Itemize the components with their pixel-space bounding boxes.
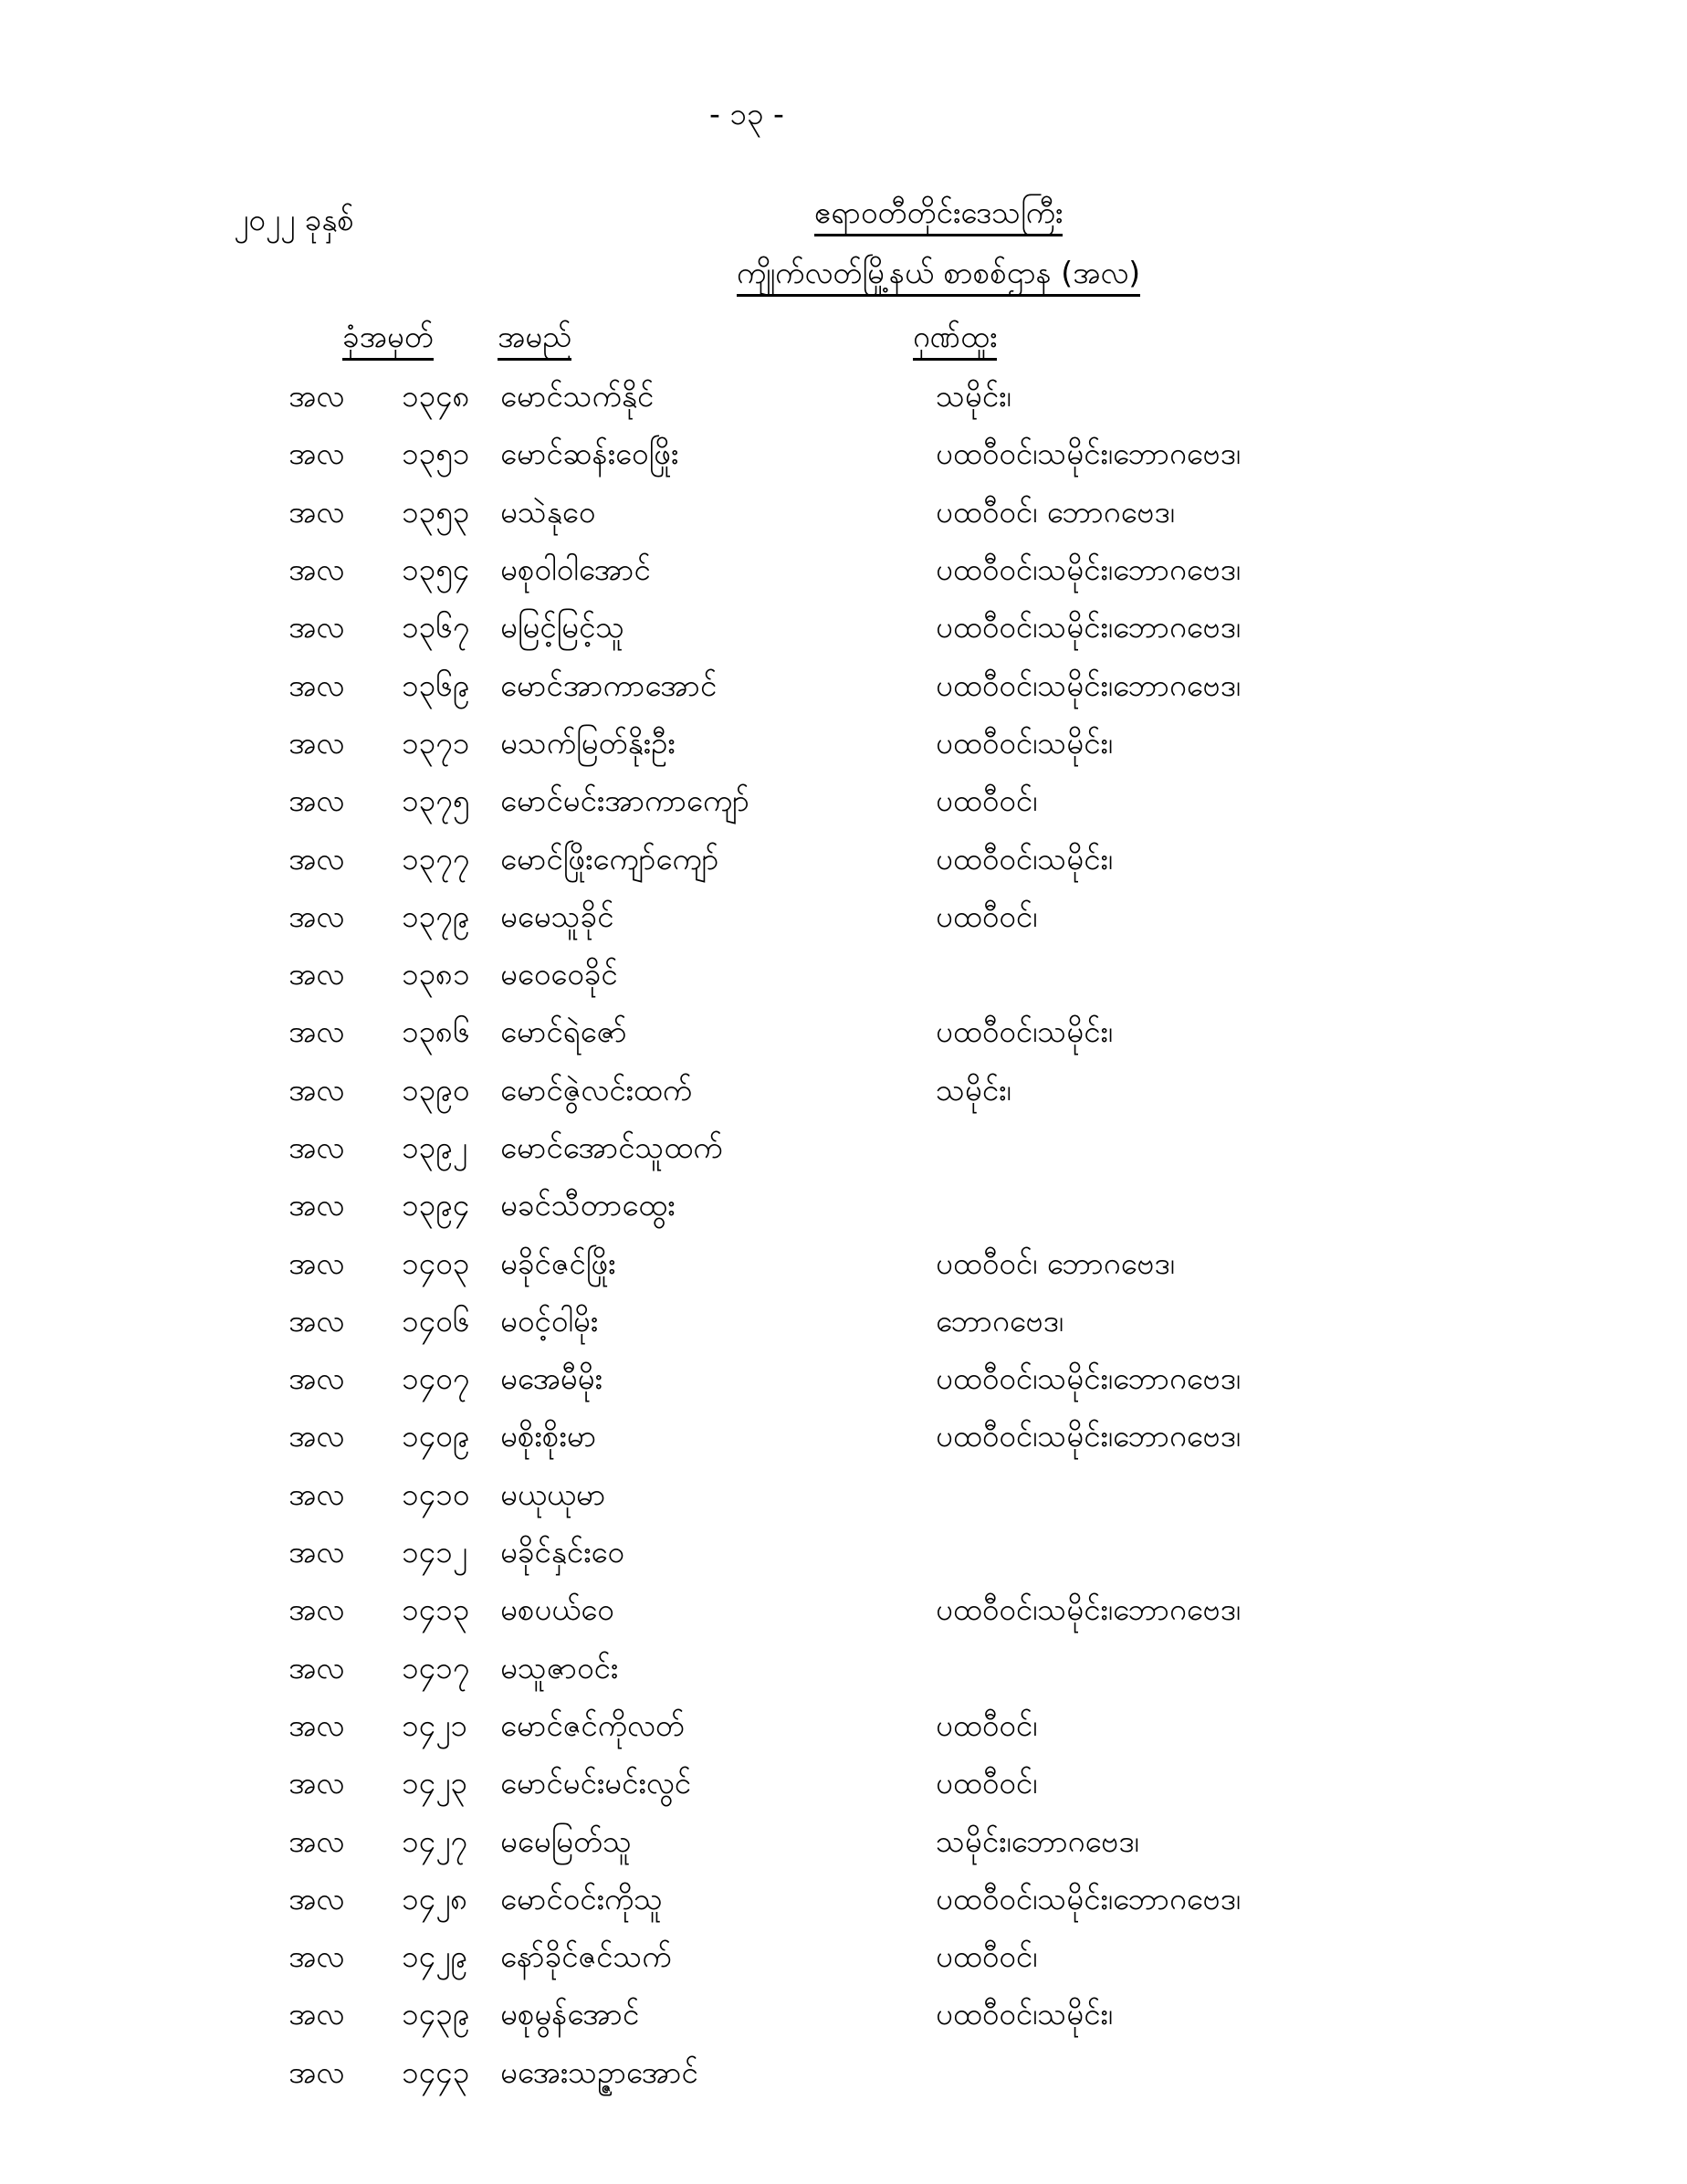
cell-honors: ပထဝီဝင်၊သမိုင်း၊ဘောဂဗေဒ၊	[936, 551, 1241, 588]
table-row	[288, 1758, 1687, 1815]
cell-honors: ပထဝီဝင်၊ ဘောဂဗေဒ၊	[936, 1244, 1175, 1281]
table-column-headers	[0, 318, 1687, 363]
column-header-roll-number: ခုံအမှတ်	[342, 318, 434, 361]
cell-honors: ပထဝီဝင်၊သမိုင်း၊ဘောဂဗေဒ၊	[936, 436, 1241, 472]
cell-series-code: အလ	[288, 609, 345, 646]
cell-series-code: အလ	[288, 1822, 345, 1859]
cell-roll-number: ၁၃၆၉	[402, 667, 470, 703]
cell-student-name: မောင်ဆန်းဝေဖြိုး	[500, 436, 679, 472]
cell-honors: ပထဝီဝင်၊	[936, 782, 1038, 819]
table-row	[288, 487, 1687, 544]
cell-roll-number: ၁၃၇၇	[402, 840, 470, 877]
cell-series-code: အလ	[288, 1765, 345, 1801]
cell-series-code: အလ	[288, 1938, 345, 1975]
region-title: ဧရာဝတီတိုင်းဒေသကြီး	[814, 194, 1064, 236]
cell-series-code: အလ	[288, 1013, 345, 1050]
table-row	[288, 428, 1687, 486]
cell-honors: ပထဝီဝင်၊သမိုင်း၊ဘောဂဗေဒ၊	[936, 609, 1241, 646]
cell-student-name: မောင်မင်းမင်းလွင်	[500, 1765, 691, 1801]
cell-honors: ပထဝီဝင်၊	[936, 1706, 1038, 1743]
cell-roll-number: ၁၃၇၁	[402, 724, 470, 761]
cell-roll-number: ၁၃၅၁	[402, 436, 470, 472]
table-row	[288, 1931, 1687, 1989]
cell-honors: သမိုင်း၊	[936, 1071, 1011, 1108]
table-row	[288, 1065, 1687, 1122]
cell-honors: ပထဝီဝင်၊သမိုင်း၊ဘောဂဗေဒ၊	[936, 1591, 1241, 1628]
cell-roll-number: ၁၄၀၆	[402, 1302, 470, 1339]
cell-roll-number: ၁၃၈၆	[402, 1013, 470, 1050]
cell-roll-number: ၁၄၂၇	[402, 1822, 467, 1859]
table-row	[288, 1469, 1687, 1527]
cell-series-code: အလ	[288, 1706, 345, 1743]
cell-series-code: အလ	[288, 840, 345, 877]
cell-roll-number: ၁၃၇၅	[402, 782, 470, 819]
cell-roll-number: ၁၄၂၈	[402, 1880, 468, 1916]
cell-student-name: မောင်မင်းအာကာကျော်	[500, 782, 749, 819]
cell-roll-number: ၁၃၅၄	[402, 551, 470, 588]
cell-honors: ပထဝီဝင်၊သမိုင်း၊	[936, 1996, 1113, 2032]
cell-honors: သမိုင်း၊	[936, 378, 1011, 415]
cell-series-code: အလ	[288, 1534, 345, 1570]
cell-roll-number: ၁၄၂၉	[402, 1938, 467, 1975]
table-row	[288, 1584, 1687, 1642]
cell-student-name: မောင်ဇွဲလင်းထက်	[500, 1071, 693, 1108]
table-row	[288, 1815, 1687, 1873]
cell-series-code: အလ	[288, 667, 345, 703]
cell-roll-number: ၁၃၉၄	[402, 1187, 470, 1223]
document-year: ၂၀၂၂ ခုနှစ်	[234, 202, 354, 237]
column-header-honors: ဂုဏ်ထူး	[913, 318, 997, 361]
cell-honors: ဘောဂဗေဒ၊	[936, 1302, 1064, 1339]
cell-student-name: မောင်ရဲဇော်	[500, 1013, 627, 1050]
cell-series-code: အလ	[288, 1187, 345, 1223]
cell-roll-number: ၁၄၁၇	[402, 1649, 470, 1685]
cell-honors: ပထဝီဝင်၊	[936, 898, 1038, 934]
cell-roll-number: ၁၃၅၃	[402, 493, 470, 530]
cell-roll-number: ၁၃၄၈	[402, 378, 470, 415]
cell-series-code: အလ	[288, 1129, 345, 1165]
column-header-name: အမည်	[498, 318, 571, 361]
cell-student-name: မောင်သက်နိုင်	[500, 378, 655, 415]
table-row	[288, 1006, 1687, 1064]
exam-center-title: ကျိုက်လတ်မြို့နယ် စာစစ်ဌာန (အလ)	[737, 254, 1140, 297]
cell-student-name: မောင်ဖြိုးကျော်ကျော်	[500, 840, 719, 877]
cell-student-name: မောင်အောင်သူထက်	[500, 1129, 723, 1165]
cell-student-name: မသက်မြတ်နိုးဦး	[500, 724, 676, 761]
cell-honors: ပထဝီဝင်၊ ဘောဂဗေဒ၊	[936, 493, 1175, 530]
cell-series-code: အလ	[288, 493, 345, 530]
cell-honors: ပထဝီဝင်၊သမိုင်း၊	[936, 840, 1113, 877]
cell-student-name: မဝေဝေခိုင်	[500, 956, 618, 992]
cell-student-name: မောင်ဇင်ကိုလတ်	[500, 1706, 685, 1743]
cell-series-code: အလ	[288, 1649, 345, 1685]
table-row	[288, 2047, 1687, 2105]
table-row	[288, 1643, 1687, 1700]
cell-series-code: အလ	[288, 1475, 345, 1512]
cell-student-name: မမေသူခိုင်	[500, 898, 614, 934]
cell-roll-number: ၁၄၂၁	[402, 1706, 467, 1743]
cell-series-code: အလ	[288, 1591, 345, 1628]
cell-honors: ပထဝီဝင်၊	[936, 1938, 1038, 1975]
table-row	[288, 544, 1687, 602]
cell-student-name: မခိုင်နှင်းဝေ	[500, 1534, 624, 1570]
cell-honors: ပထဝီဝင်၊သမိုင်း၊ဘောဂဗေဒ၊	[936, 667, 1241, 703]
cell-student-name: မယုယုမာ	[500, 1475, 606, 1512]
cell-roll-number: ၁၄၃၉	[402, 1996, 470, 2032]
cell-roll-number: ၁၃၉၂	[402, 1129, 467, 1165]
cell-roll-number: ၁၄၄၃	[402, 2053, 470, 2090]
cell-roll-number: ၁၄၁၃	[402, 1591, 470, 1628]
table-row	[288, 659, 1687, 717]
cell-series-code: အလ	[288, 551, 345, 588]
cell-series-code: အလ	[288, 956, 345, 992]
cell-honors: ပထဝီဝင်၊သမိုင်း၊	[936, 1013, 1113, 1050]
table-row	[288, 775, 1687, 833]
table-row	[288, 1874, 1687, 1931]
cell-series-code: အလ	[288, 1071, 345, 1108]
cell-honors: ပထဝီဝင်၊သမိုင်း၊ဘောဂဗေဒ၊	[936, 1418, 1241, 1454]
cell-student-name: မအေမီမိုး	[500, 1360, 602, 1397]
table-row	[288, 1989, 1687, 2046]
cell-student-name: မစပယ်ဝေ	[500, 1591, 614, 1628]
cell-student-name: မောင်ဝင်းကိုသူ	[500, 1880, 664, 1916]
cell-student-name: မစိုးစိုးမာ	[500, 1418, 597, 1454]
cell-student-name: မဝင့်ဝါမိုး	[500, 1302, 599, 1339]
cell-series-code: အလ	[288, 2053, 345, 2090]
cell-roll-number: ၁၃၇၉	[402, 898, 470, 934]
cell-student-name: မသဲနုဝေ	[500, 493, 596, 530]
cell-student-name: မအေးသဉ္ဇာအောင်	[500, 2053, 698, 2090]
cell-student-name: မစုဝါဝါအောင်	[500, 551, 651, 588]
cell-student-name: မခင်သီတာထွေး	[500, 1187, 676, 1223]
cell-honors: သမိုင်း၊ဘောဂဗေဒ၊	[936, 1822, 1139, 1859]
cell-series-code: အလ	[288, 1302, 345, 1339]
cell-honors: ပထဝီဝင်၊သမိုင်း၊	[936, 724, 1113, 761]
table-row	[288, 1411, 1687, 1468]
table-row	[288, 1700, 1687, 1758]
cell-roll-number: ၁၄၀၉	[402, 1418, 470, 1454]
cell-roll-number: ၁၃၉၀	[402, 1071, 470, 1108]
cell-series-code: အလ	[288, 724, 345, 761]
table-row	[288, 1527, 1687, 1584]
cell-student-name: မခိုင်ဇင်ဖြိုး	[500, 1244, 616, 1281]
table-row	[288, 949, 1687, 1006]
cell-roll-number: ၁၃၈၁	[402, 956, 470, 992]
table-row	[288, 602, 1687, 659]
page-number: - ၁၃ -	[709, 96, 784, 131]
table-row	[288, 371, 1687, 428]
cell-roll-number: ၁၄၀၇	[402, 1360, 470, 1397]
results-table	[0, 371, 1687, 2105]
cell-student-name: မောင်အာကာအောင်	[500, 667, 718, 703]
cell-honors: ပထဝီဝင်၊သမိုင်း၊ဘောဂဗေဒ၊	[936, 1880, 1241, 1916]
cell-series-code: အလ	[288, 1996, 345, 2032]
cell-honors: ပထဝီဝင်၊သမိုင်း၊ဘောဂဗေဒ၊	[936, 1360, 1241, 1397]
cell-honors: ပထဝီဝင်၊	[936, 1765, 1038, 1801]
cell-student-name: မသူဇာဝင်း	[500, 1649, 619, 1685]
cell-roll-number: ၁၄၂၃	[402, 1765, 467, 1801]
cell-roll-number: ၁၄၁၀	[402, 1475, 470, 1512]
document-title-block	[728, 194, 1148, 314]
table-row	[288, 833, 1687, 890]
cell-series-code: အလ	[288, 1418, 345, 1454]
table-row	[288, 1122, 1687, 1180]
cell-student-name: မစုမွန်အောင်	[500, 1996, 640, 2032]
cell-series-code: အလ	[288, 1244, 345, 1281]
cell-student-name: နော်ခိုင်ဇင်သက်	[500, 1938, 672, 1975]
cell-series-code: အလ	[288, 1880, 345, 1916]
table-row	[288, 1296, 1687, 1353]
cell-series-code: အလ	[288, 898, 345, 934]
table-row	[288, 891, 1687, 949]
cell-student-name: မမေမြတ်သူ	[500, 1822, 633, 1859]
cell-series-code: အလ	[288, 782, 345, 819]
table-row	[288, 718, 1687, 775]
table-row	[288, 1180, 1687, 1237]
cell-series-code: အလ	[288, 1360, 345, 1397]
cell-roll-number: ၁၃၆၇	[402, 609, 470, 646]
cell-roll-number: ၁၄၁၂	[402, 1534, 467, 1570]
cell-student-name: မမြင့်မြင့်သူ	[500, 609, 625, 646]
table-row	[288, 1353, 1687, 1411]
cell-series-code: အလ	[288, 436, 345, 472]
cell-series-code: အလ	[288, 378, 345, 415]
cell-roll-number: ၁၄၀၃	[402, 1244, 470, 1281]
table-row	[288, 1237, 1687, 1295]
